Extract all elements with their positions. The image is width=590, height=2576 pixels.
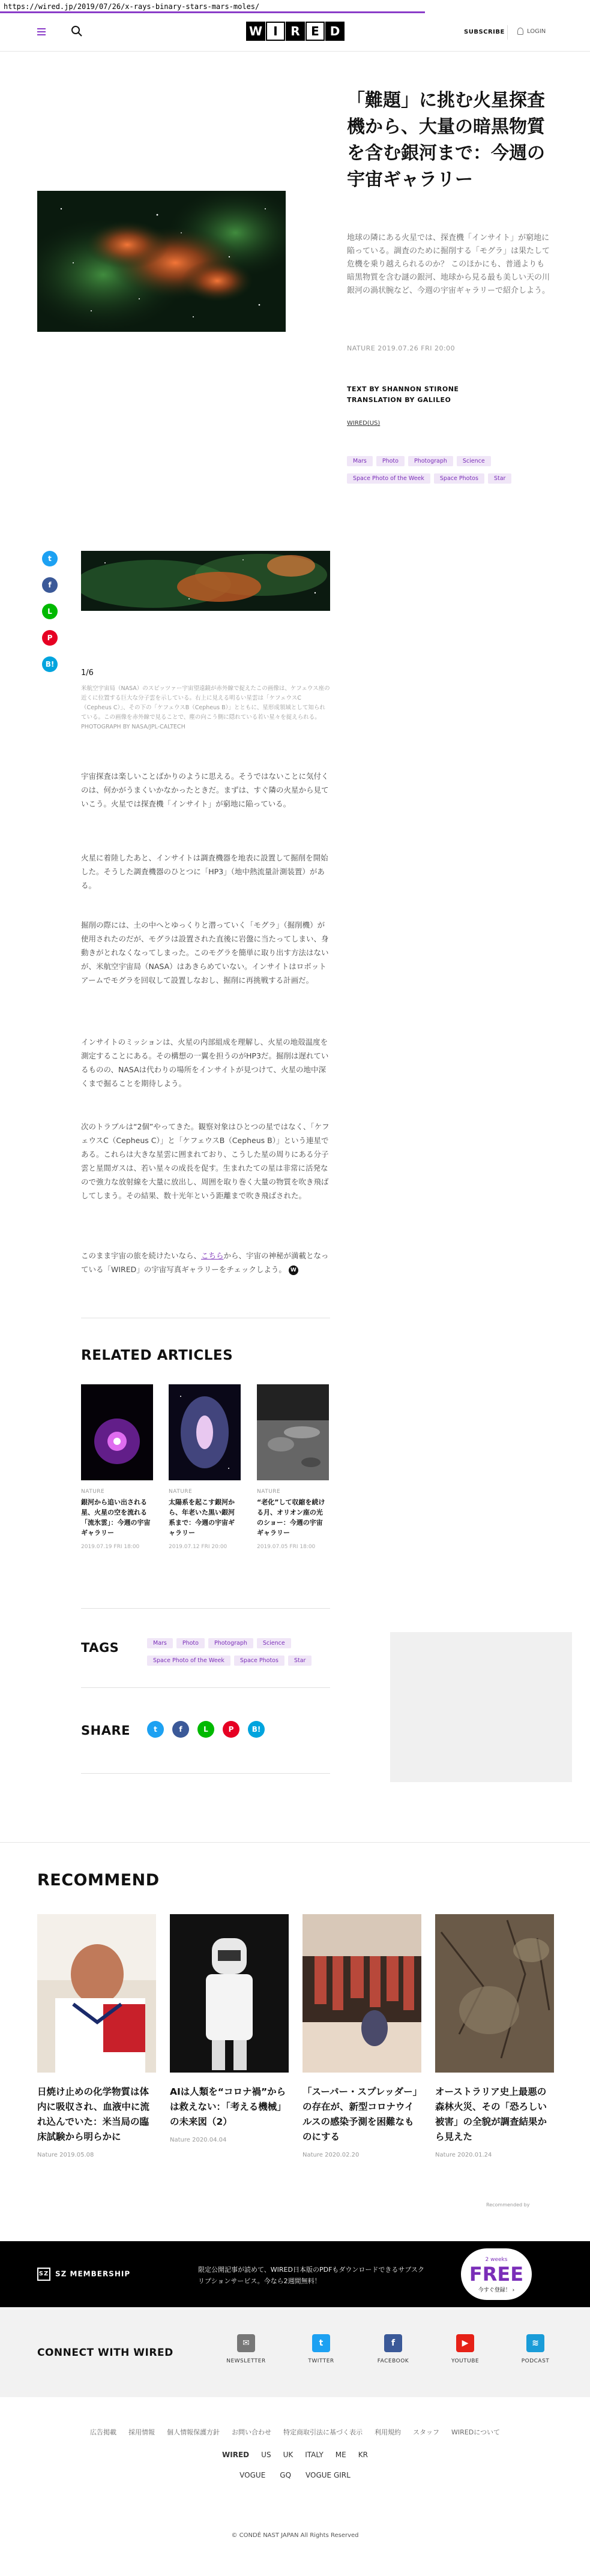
connect-section: [0, 2307, 590, 2397]
recommend-card[interactable]: [170, 1914, 289, 2143]
sz-logo[interactable]: [37, 2268, 130, 2281]
tags-heading: TAGS: [81, 1641, 119, 1655]
logo-letter: E: [306, 22, 325, 41]
tag-link[interactable]: Science: [457, 456, 491, 466]
recommend-attribution[interactable]: Recommended by: [486, 2202, 530, 2208]
podcast-icon: ≋: [526, 2334, 544, 2352]
gallery-link[interactable]: こちら: [201, 1251, 224, 1260]
related-date: 2019.07.12 FRI 20:00: [169, 1544, 227, 1550]
social-label: NEWSLETTER: [226, 2358, 266, 2364]
ad-slot[interactable]: [390, 1632, 572, 1782]
text-credit: TEXT BY SHANNON STIRONE: [347, 385, 459, 393]
footer-link[interactable]: 特定商取引法に基づく表示: [283, 2428, 363, 2436]
tag-link[interactable]: Photograph: [408, 456, 453, 466]
page-divider: [0, 1842, 590, 1843]
footer-link[interactable]: 利用規約: [375, 2428, 402, 2436]
recommend-meta: Nature 2020.04.04: [170, 2137, 227, 2143]
login-link[interactable]: [517, 28, 546, 35]
edition-link[interactable]: WIRED: [222, 2451, 250, 2459]
related-thumbnail[interactable]: [81, 1384, 153, 1480]
related-thumbnail[interactable]: [169, 1384, 241, 1480]
related-title[interactable]: 銀河から追い出される星、火星の空を流れる「流氷雲」：今週の宇宙ギャラリー: [81, 1498, 151, 1537]
body-paragraph: 宇宙探査は楽しいことばかりのように思える。そうではないことに気付くのは、何かがうまくいかなかったときだ。まずは、すぐ隣の火星から見ていこう。火星では探査機「インサイト」が窮地に陥っている。: [81, 772, 329, 808]
body-paragraph: 掘削の際には、土の中へとゆっくりと潜っていく「モグラ」（掘削機）が使用されたのだが、モグラは設置された直後に岩盤に当たってしまい、身動きがとれなくなってしまった。このモグラを簡単に取り出す方法はないが、米航空宇宙局（NASA）はあきらめていない。インサイトはロボットアームでモグラを回収して設置しなおし、掘削に再挑戦する計画だ。: [81, 920, 329, 985]
translation-credit: TRANSLATION BY GALILEO: [347, 396, 451, 404]
body-text: から、宇宙の神秘が満載となっている「WIRED」の宇宙写真ギャラリーをチェックしよう。: [81, 1251, 329, 1274]
edition-link[interactable]: KR: [358, 2451, 368, 2459]
sz-logo-label: SZ MEMBERSHIP: [55, 2269, 131, 2278]
end-mark-icon: W: [289, 1265, 298, 1275]
twitter-icon: t: [312, 2334, 330, 2352]
article-meta: NATURE 2019.07.26 FRI 20:00: [347, 344, 456, 352]
social-facebook[interactable]: [363, 2334, 423, 2364]
article-tags: [347, 454, 539, 488]
section-divider: [81, 1608, 330, 1609]
logo-letter: W: [246, 22, 265, 41]
sister-site-link[interactable]: VOGUE: [239, 2471, 266, 2479]
related-articles-heading: RELATED ARTICLES: [81, 1348, 233, 1363]
pinterest-share-icon[interactable]: P: [223, 1721, 239, 1738]
tag-link[interactable]: Space Photos: [234, 1656, 284, 1666]
sz-description: 限定公開記事が読めて、WIRED日本版のPDFもダウンロードできるサブスクリプションサービス。今なら2週間無料！: [198, 2266, 424, 2285]
edition-link[interactable]: UK: [283, 2451, 293, 2459]
recommend-card[interactable]: [37, 1914, 156, 2158]
sister-site-link[interactable]: GQ: [280, 2471, 292, 2479]
article-title: 「難題」に挑む火星探査機から、大量の暗黒物質を含む銀河まで：今週の宇宙ギャラリー: [347, 90, 545, 190]
user-icon: [517, 28, 523, 35]
social-label: PODCAST: [521, 2358, 550, 2364]
recommend-title[interactable]: オーストラリア史上最悪の森林火災、その「恐ろしい被害」の全貌が調査結果から見えた: [435, 2086, 547, 2142]
hatena-share-icon[interactable]: B!: [248, 1721, 265, 1738]
footer-link[interactable]: お問い合わせ: [232, 2428, 272, 2436]
tag-link[interactable]: Mars: [147, 1638, 173, 1648]
body-paragraph: 次のトラブルは“2個”やってきた。観察対象はひとつの星ではなく、「ケフェウスC（Cepheus C）」と「ケフェウスB（Cepheus B）」という連星である。これらは大きな星雲に囲まれており、こうした星の周りにある分子雲と星間ガスは、若い星々の成長を促す。生まれたての星は非常に活発なので強力な放射線を大量に放出し、周囲を取り巻く大量の物質を吹き飛ばしてしまう。その結果、数十光年という距離まで吹き飛ばされた。: [81, 1122, 330, 1200]
recommend-card[interactable]: [435, 1914, 554, 2158]
line-share-icon[interactable]: L: [197, 1721, 214, 1738]
recommend-thumbnail[interactable]: [170, 1914, 289, 2073]
gallery-caption: 米航空宇宙局（NASA）のスピッツァー宇宙望遠鏡が赤外線で捉えたこの画像は、ケフェウス座の近くに位置する巨大な分子雲を示している。右上に見える明るい星雲は「ケフェウスC（Cepheus C）」、その下の「ケフェウスB（Cepheus B）」とともに、星形成領域として知られている。この画像を赤外線で見ることで、塵の向こう側に隠れている若い星々を捉えられる。PHOTOGRAPH BY NASA/JPL-CALTECH: [81, 685, 330, 730]
sz-mark-icon: SZ: [37, 2268, 50, 2281]
body-paragraph: インサイトのミッションは、火星の内部組成を理解し、火星の地殻温度を測定することにある。その構想の一翼を担うのがHP3だ。掘削は遅れているものの、NASAは代わりの場所をインサイトが見つけて、火星の地中深くまで掘ることを期待しよう。: [81, 1037, 329, 1088]
footer-link[interactable]: 個人情報保護方針: [167, 2428, 220, 2436]
hamburger-menu-icon[interactable]: [37, 26, 48, 37]
social-newsletter[interactable]: [216, 2334, 276, 2364]
social-label: YOUTUBE: [451, 2358, 480, 2364]
sz-membership-banner: [0, 2241, 590, 2307]
line-share-icon[interactable]: L: [42, 604, 58, 619]
wired-logo[interactable]: [246, 22, 345, 41]
edition-link[interactable]: ITALY: [305, 2451, 324, 2459]
source-link[interactable]: WIRED(US): [347, 420, 381, 427]
social-podcast[interactable]: [505, 2334, 565, 2364]
mail-icon: ✉: [237, 2334, 255, 2352]
pinterest-share-icon[interactable]: P: [42, 630, 58, 646]
related-category: NATURE: [81, 1489, 105, 1495]
free-trial-cta: 今すぐ登録！ ›: [478, 2287, 515, 2293]
body-paragraph-last: [81, 1249, 330, 1276]
recommend-thumbnail[interactable]: [37, 1914, 156, 2073]
section-divider: [81, 1773, 330, 1774]
share-sidebar: [42, 551, 60, 683]
recommend-title[interactable]: 日焼け止めの化学物質は体内に吸収され、血液中に流れ込んでいた：米当局の臨床試験から明らかに: [37, 2086, 149, 2142]
tag-link[interactable]: Science: [257, 1638, 291, 1648]
tag-link[interactable]: Photograph: [208, 1638, 253, 1648]
social-label: FACEBOOK: [377, 2358, 409, 2364]
recommend-title[interactable]: AIは人類を“コロナ禍”からは救えない：「考える機械」の未来図（2）: [170, 2086, 286, 2127]
twitter-share-icon[interactable]: t: [42, 551, 58, 566]
tag-link[interactable]: Space Photo of the Week: [147, 1656, 230, 1666]
recommend-meta: Nature 2020.01.24: [435, 2152, 492, 2158]
site-header: [0, 13, 590, 52]
share-buttons: [147, 1721, 273, 1738]
copyright: © CONDÉ NAST JAPAN All Rights Reserved: [231, 2532, 359, 2539]
twitter-share-icon[interactable]: t: [147, 1721, 164, 1738]
hatena-share-icon[interactable]: B!: [42, 656, 58, 672]
recommend-thumbnail[interactable]: [435, 1914, 554, 2073]
gallery-counter: 1/6: [81, 668, 94, 677]
recommend-title[interactable]: 「スーパー・スプレッダー」の存在が、新型コロナウイルスの感染予測を困難なものにする: [303, 2086, 418, 2142]
footer-editions: [0, 2451, 590, 2459]
related-article-card[interactable]: [169, 1384, 241, 1551]
body-paragraph: 火星に着陸したあと、インサイトは調査機器を地表に設置して掘削を開始した。そうした調査機器のひとつに「HP3」（地中熱流量計測装置）がある。: [81, 853, 328, 890]
share-heading: SHARE: [81, 1723, 130, 1738]
tag-link[interactable]: Mars: [347, 456, 373, 466]
logo-letter: D: [325, 22, 345, 41]
related-title[interactable]: “老化”して収縮を続ける月、オリオン座の光のショー：今週の宇宙ギャラリー: [257, 1498, 325, 1537]
logo-letter: R: [286, 22, 305, 41]
facebook-share-icon[interactable]: f: [42, 577, 58, 593]
recommend-card[interactable]: [303, 1914, 421, 2158]
tags-list: [147, 1636, 339, 1671]
edition-link[interactable]: US: [261, 2451, 271, 2459]
article-lede: 地球の隣にある火星では、探査機「インサイト」が窮地に陥っている。調査のために掘削する「モグラ」は果たして危機を乗り越えられるのか？ このほかにも、普通よりも暗黒物質を含む謎の銀河、地球から見る最も美しい天の川銀河の渦状腕など、今週の宇宙ギャラリーで紹介しよう。: [347, 233, 550, 295]
footer-links: [0, 2427, 590, 2437]
social-twitter[interactable]: [291, 2334, 351, 2364]
free-trial-button[interactable]: [461, 2248, 532, 2300]
hero-image: [37, 191, 286, 332]
related-article-card[interactable]: [257, 1384, 329, 1551]
free-trial-label: FREE: [469, 2263, 524, 2286]
edition-link[interactable]: ME: [335, 2451, 346, 2459]
related-category: NATURE: [257, 1489, 281, 1495]
footer-link[interactable]: WIREDについて: [451, 2428, 500, 2436]
related-article-card[interactable]: [81, 1384, 153, 1551]
header-divider: [507, 25, 508, 40]
footer-link[interactable]: 採用情報: [128, 2428, 155, 2436]
related-date: 2019.07.19 FRI 18:00: [81, 1544, 140, 1550]
tag-link[interactable]: Photo: [176, 1638, 205, 1648]
recommend-thumbnail[interactable]: [303, 1914, 421, 2073]
search-icon[interactable]: [71, 25, 83, 37]
youtube-icon: ▶: [456, 2334, 474, 2352]
body-text: このまま宇宙の旅を続けたいなら、: [81, 1251, 202, 1260]
free-trial-duration: 2 weeks: [485, 2257, 508, 2263]
social-label: TWITTER: [308, 2358, 334, 2364]
tag-link[interactable]: Photo: [376, 456, 405, 466]
section-divider: [81, 1687, 330, 1688]
address-bar[interactable]: https://wired.jp/2019/07/26/x-rays-binary-stars-mars-moles/: [4, 2, 260, 11]
tag-link[interactable]: Star: [288, 1656, 312, 1666]
facebook-share-icon[interactable]: f: [172, 1721, 189, 1738]
recommend-heading: RECOMMEND: [37, 1871, 160, 1890]
tag-link[interactable]: Space Photo of the Week: [347, 473, 430, 484]
footer-link[interactable]: 広告掲載: [90, 2428, 117, 2436]
social-youtube[interactable]: [435, 2334, 495, 2364]
related-category: NATURE: [169, 1489, 193, 1495]
connect-heading: CONNECT WITH WIRED: [37, 2347, 173, 2359]
related-thumbnail[interactable]: [257, 1384, 329, 1480]
tag-link[interactable]: Star: [488, 473, 511, 484]
sister-site-link[interactable]: VOGUE GIRL: [306, 2471, 351, 2479]
subscribe-link[interactable]: SUBSCRIBE: [464, 29, 505, 35]
related-date: 2019.07.05 FRI 18:00: [257, 1544, 316, 1550]
footer-sister-sites: [0, 2471, 590, 2479]
logo-letter: I: [266, 22, 285, 41]
gallery-image[interactable]: [81, 551, 330, 611]
recommend-meta: Nature 2020.02.20: [303, 2152, 360, 2158]
recommend-meta: Nature 2019.05.08: [37, 2152, 94, 2158]
tag-link[interactable]: Space Photos: [434, 473, 484, 484]
footer-link[interactable]: スタッフ: [413, 2428, 440, 2436]
related-title[interactable]: 太陽系を起こす銀河から、年老いた黒い銀河系まで：今週の宇宙ギャラリー: [169, 1498, 235, 1537]
facebook-icon: f: [384, 2334, 402, 2352]
login-label: LOGIN: [527, 28, 546, 35]
